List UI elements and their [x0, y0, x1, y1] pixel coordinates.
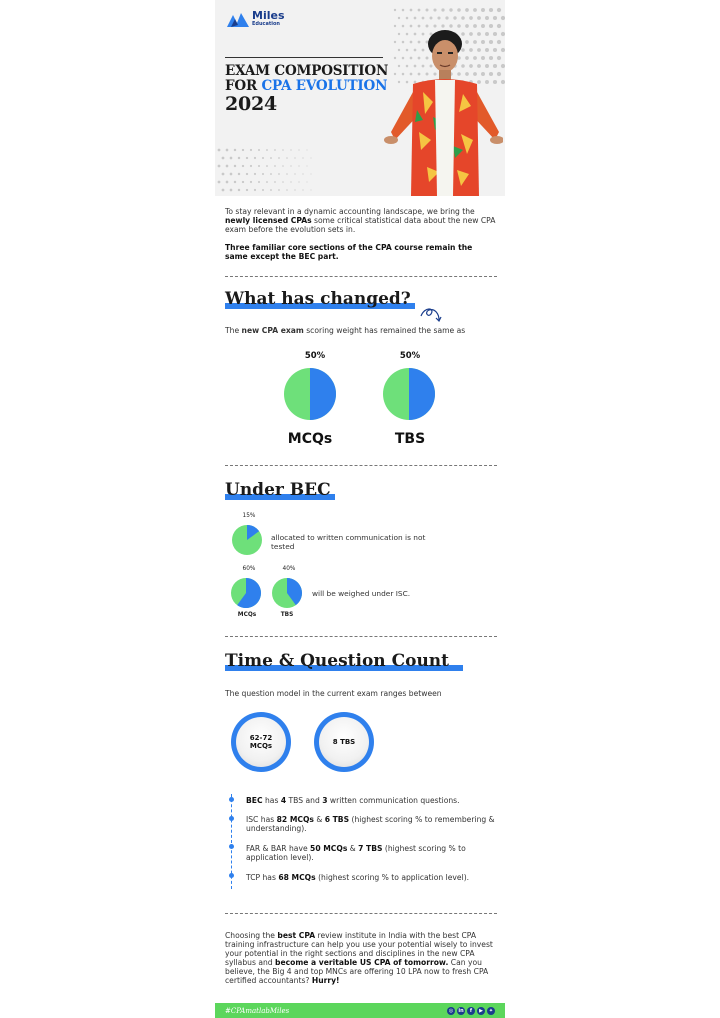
time-text: The question model in the current exam ranges between: [225, 689, 442, 698]
pie-tbs: [382, 367, 438, 423]
bold-text: 3: [322, 796, 328, 805]
decor-dot: [222, 157, 225, 160]
timeline-dot: [229, 797, 234, 802]
isc-mcq-caption: MCQs: [237, 612, 257, 618]
text: &: [313, 815, 325, 824]
divider: [225, 636, 497, 637]
text: has: [262, 796, 281, 805]
decor-dot: [286, 157, 288, 159]
decor-dot: [234, 165, 236, 167]
pie-tbs-percent: 50%: [399, 351, 421, 361]
section-title-text: What has changed?: [225, 289, 411, 309]
decor-dot: [310, 189, 311, 190]
bold-text: 50 MCQs: [310, 844, 348, 853]
decor-dot: [286, 189, 288, 191]
header-banner: [215, 0, 505, 196]
text: ISC has: [246, 815, 277, 824]
decor-dot: [274, 149, 276, 151]
decor-dot: [238, 157, 240, 159]
decor-dot: [418, 9, 421, 12]
brand-sub: Education: [252, 21, 280, 27]
decor-dot: [310, 157, 311, 158]
isc-tbs-percent: 40%: [282, 566, 296, 572]
text: written communication questions.: [327, 796, 460, 805]
decor-dot: [457, 8, 461, 12]
social-links: [447, 1007, 495, 1015]
decor-dot: [246, 173, 248, 175]
decor-dot: [242, 149, 244, 151]
decor-dot: [290, 165, 291, 166]
decor-dot: [246, 189, 248, 191]
decor-dot: [406, 17, 409, 20]
section-title-text: Time & Question Count: [225, 651, 450, 671]
brand-name: Miles: [252, 9, 285, 22]
bec-written-percent: 15%: [242, 513, 256, 519]
pie-isc-tbs: [271, 577, 303, 609]
text: (highest scoring % to application level).: [246, 844, 466, 862]
tbs-count-value: 8 TBS: [332, 738, 356, 746]
decor-dot: [226, 149, 229, 152]
decor-dot: [294, 189, 295, 190]
decor-dot: [266, 165, 268, 167]
intro-highlight: Three familiar core sections of the CPA course remain the same except the BEC part.: [225, 243, 473, 261]
decor-dot: [286, 173, 288, 175]
youtube-icon[interactable]: ▶: [477, 1007, 485, 1015]
page-title: [225, 64, 388, 115]
decor-dot: [489, 8, 493, 12]
mcq-count-badge: [231, 712, 291, 772]
decor-dot: [274, 181, 276, 183]
decor-dot: [402, 9, 405, 12]
title-year: 2024: [225, 93, 278, 115]
pie-mcq: [283, 367, 339, 423]
decor-dot: [473, 8, 477, 12]
bold-text: best CPA: [277, 931, 316, 940]
text: TBS and: [286, 796, 323, 805]
decor-dot: [254, 157, 256, 159]
divider: [225, 276, 497, 277]
mcq-count-unit: MCQs: [249, 742, 273, 750]
mcq-count-inner: [236, 717, 286, 767]
decor-dot: [234, 181, 236, 183]
decor-dot: [465, 8, 469, 12]
decor-dot: [433, 8, 436, 11]
decor-dot: [414, 17, 417, 20]
timeline-dot: [229, 873, 234, 878]
decor-dot: [250, 181, 252, 183]
closing-paragraph: [225, 931, 500, 985]
text: TCP has: [246, 873, 279, 882]
text: &: [347, 844, 359, 853]
pie-slice-value: [310, 368, 336, 420]
decor-dot: [302, 157, 303, 158]
decor-dot: [306, 181, 307, 182]
text: Can you believe, the Big 4 and top MNCs are offering 10 LPA now to fresh CPA certified accountants?: [225, 958, 489, 985]
decor-dot: [441, 8, 444, 11]
decor-dot: [298, 149, 299, 150]
decor-dot: [481, 8, 485, 12]
brand-logo: [227, 10, 285, 27]
footer-hashtag: #CPAmatlabMiles: [225, 1006, 290, 1015]
text: (highest scoring % to remembering & understanding).: [246, 815, 495, 833]
decor-dot: [437, 16, 440, 19]
changed-text-bold: new CPA exam: [241, 326, 304, 335]
intro-text-c: some critical statistical data about the new CPA exam before the evolution sets in.: [225, 216, 496, 234]
decor-dot: [230, 157, 233, 160]
decor-dot: [410, 9, 413, 12]
changed-text-a: The: [225, 326, 242, 335]
decor-dot: [310, 173, 311, 174]
title-line-2: [225, 79, 388, 94]
decor-dot: [250, 165, 252, 167]
bold-text: BEC: [246, 796, 263, 805]
bold-text: 4: [280, 796, 287, 805]
decor-dot: [501, 16, 505, 20]
intro-paragraph: [225, 207, 497, 234]
title-accent: CPA EVOLUTION: [261, 78, 388, 94]
section-title-time: [225, 651, 449, 671]
decor-dot: [258, 181, 260, 183]
decor-dot: [477, 16, 481, 20]
changed-text-c: scoring weight has remained the same as: [303, 326, 466, 335]
bold-text: 6 TBS: [324, 815, 350, 824]
facebook-icon[interactable]: f: [467, 1007, 475, 1015]
decor-dot: [306, 165, 307, 166]
decor-dot: [298, 181, 299, 182]
pie-mcq-percent: 50%: [304, 351, 326, 361]
changed-text: [225, 326, 465, 335]
decor-dot: [302, 189, 303, 190]
decor-dot: [266, 181, 268, 183]
decor-dot: [493, 16, 497, 20]
title-prefix: FOR: [225, 78, 262, 94]
decor-dot: [278, 157, 280, 159]
isc-mcq-percent: 60%: [242, 566, 256, 572]
decor-dot: [234, 149, 236, 151]
bold-text: become a veritable US CPA of tomorrow.: [275, 958, 449, 967]
miles-logo-icon: [227, 11, 249, 27]
pie-tbs-caption: TBS: [394, 431, 426, 447]
decor-dot: [226, 181, 229, 184]
decor-dot: [262, 157, 264, 159]
text: FAR & BAR have: [246, 844, 311, 853]
title-rule: [225, 57, 383, 58]
linkedin-icon[interactable]: in: [458, 1007, 464, 1014]
decor-dot: [445, 16, 448, 19]
decor-dot: [270, 157, 272, 159]
tbs-count-inner: [319, 717, 369, 767]
decor-dot: [394, 9, 396, 11]
pie-bec-written: [231, 524, 263, 556]
decor-dot: [222, 173, 225, 176]
decor-dot: [218, 181, 221, 184]
curly-arrow-icon: [419, 302, 443, 324]
decor-dot: [230, 189, 233, 192]
decor-dot: [238, 189, 240, 191]
mcq-count-value: 62-72: [249, 734, 273, 742]
decor-dot: [218, 149, 221, 152]
decor-dot: [242, 181, 244, 183]
presenter-illustration: [383, 22, 503, 196]
decor-dot: [254, 173, 256, 175]
decor-dot: [469, 16, 473, 20]
timeline-dot: [229, 816, 234, 821]
pie-mcq-caption: MCQs: [287, 431, 333, 447]
decor-dot: [274, 165, 276, 167]
section-title-changed: [225, 289, 411, 309]
decor-dot: [258, 149, 260, 151]
decor-dot: [302, 173, 303, 174]
decor-dot: [218, 165, 221, 168]
decor-dot: [282, 165, 284, 167]
section-title-text: Under BEC: [225, 480, 331, 500]
decor-dot: [278, 173, 280, 175]
text: review institute in India with the best CPA training infrastructure can help you use your potential wisely to invest your potential in the right sections and disciplines in the new CPA syllabus and: [225, 931, 493, 967]
timeline-dot: [229, 844, 234, 849]
decor-dot: [294, 173, 295, 174]
decor-dot: [497, 8, 501, 12]
decor-dot: [282, 181, 284, 183]
section-title-bec: [225, 480, 331, 500]
decor-dot: [246, 157, 248, 159]
bold-text: 7 TBS: [358, 844, 383, 853]
decor-dot: [426, 9, 429, 12]
decor-dot: [250, 149, 252, 151]
divider: [225, 913, 497, 914]
decor-dot: [461, 16, 465, 20]
timeline-item: [246, 796, 496, 805]
decor-dot: [266, 149, 268, 151]
isc-tbs-caption: TBS: [280, 612, 294, 618]
text: Choosing the: [225, 931, 278, 940]
decor-dot: [238, 173, 240, 175]
decor-dot: [282, 149, 284, 151]
footer-bar: [215, 1003, 505, 1018]
decor-dot: [254, 189, 256, 191]
decor-dot: [398, 17, 400, 19]
pie-slice-value: [409, 368, 435, 420]
decor-dot: [222, 189, 225, 192]
decor-dot: [422, 17, 425, 20]
bold-text: 82 MCQs: [276, 815, 314, 824]
intro-text-a: To stay relevant in a dynamic accounting landscape, we bring the: [225, 207, 475, 216]
infographic-page: [215, 0, 505, 1018]
decor-dot: [242, 165, 244, 167]
instagram-icon[interactable]: ◎: [448, 1007, 454, 1014]
intro-text-bold: newly licensed CPAs: [225, 216, 312, 225]
divider: [225, 465, 497, 466]
timeline-item: [246, 844, 496, 862]
tbs-count-badge: [314, 712, 374, 772]
timeline-item: [246, 873, 496, 882]
bold-text: Hurry!: [311, 976, 340, 985]
decor-dot: [430, 17, 433, 20]
decor-dot: [262, 189, 264, 191]
pie-isc-mcq: [230, 577, 262, 609]
decor-dot: [306, 149, 307, 150]
decor-dot: [453, 16, 456, 19]
bold-text: 68 MCQs: [278, 873, 316, 882]
decor-dot: [290, 181, 291, 182]
decor-dot: [230, 173, 233, 176]
isc-text: will be weighed under ISC.: [312, 589, 411, 598]
bec-written-text: allocated to written communication is not tested: [271, 533, 426, 551]
decor-dot: [485, 16, 489, 20]
decor-dot: [258, 165, 260, 167]
text: (highest scoring % to application level).: [315, 873, 470, 882]
timeline-item: [246, 815, 496, 833]
decor-dot: [226, 165, 229, 168]
decor-dot: [270, 189, 272, 191]
decor-dot: [449, 8, 452, 11]
decor-dot: [278, 189, 280, 191]
decor-dot: [294, 157, 295, 158]
decor-dot: [290, 149, 291, 150]
title-line-1: EXAM COMPOSITION: [225, 63, 389, 79]
decor-dot: [270, 173, 272, 175]
decor-dot: [262, 173, 264, 175]
twitter-icon[interactable]: ✦: [488, 1007, 494, 1014]
decor-dot: [298, 165, 299, 166]
